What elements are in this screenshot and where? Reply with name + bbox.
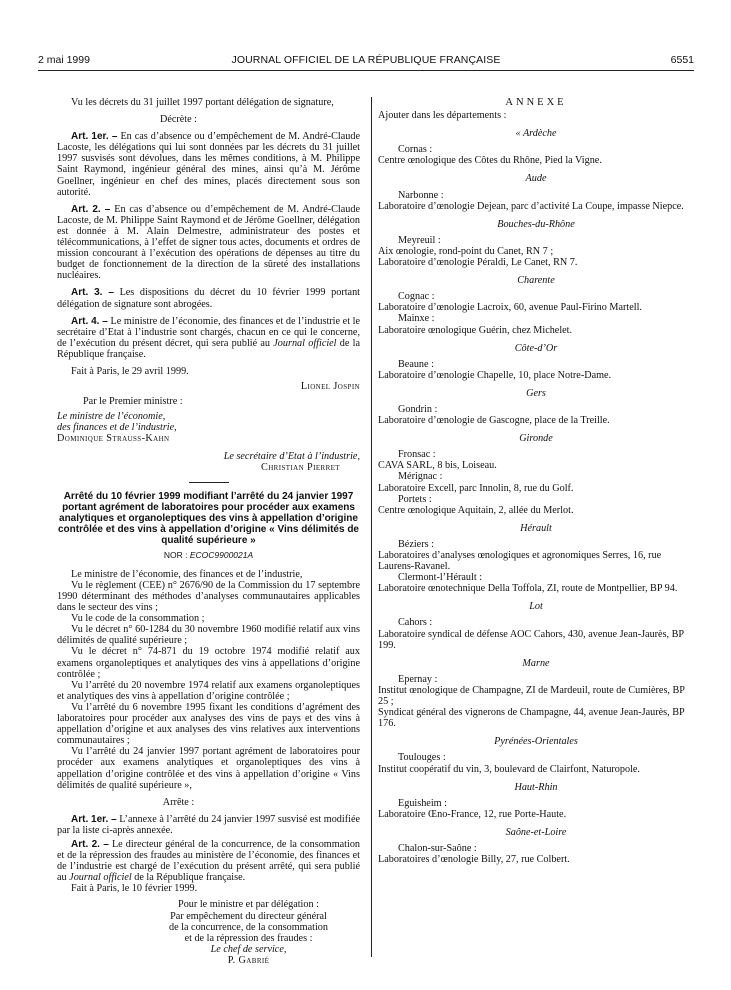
laboratory-entry: Laboratoires d’analyses œnologiques et agronomiques Serres, 16, rue Laurens-Ravanel.: [378, 550, 662, 573]
signature-jospin: Lionel Jospin: [300, 381, 360, 393]
article-3-label: Art. 3. –: [71, 287, 114, 299]
town-name: Cahors :: [398, 617, 433, 629]
delegation-line-1: Pour le ministre et par délégation :: [178, 899, 319, 911]
delegation-signature-block: [57, 899, 360, 966]
par-premier-ministre: Par le Premier ministre :: [83, 396, 183, 408]
department-heading: Marne: [522, 657, 550, 669]
town-name: Cornas :: [398, 144, 433, 156]
town-name: Toulouges :: [398, 752, 446, 764]
visa-2: Vu le règlement (CEE) n° 2676/90 de la Commission du 17 septembre 1990 déterminant des méthodes d’analyses communautaires applicables dans le secteur des vins ;: [57, 579, 360, 614]
arrete-article-1: [57, 814, 360, 836]
town-name: Narbonne :: [398, 189, 444, 201]
town-name: Gondrin :: [398, 403, 438, 415]
annexe-department-list: [378, 128, 694, 865]
laboratory-entry: Institut coopératif du vin, 3, boulevard de Clairfont, Naturopole.: [378, 763, 640, 775]
header-rule: [38, 70, 694, 71]
town-name: Cognac :: [398, 291, 435, 303]
arrete-article-2-text-b: de la République française.: [131, 872, 246, 884]
ajouter-intro: Ajouter dans les départements :: [378, 110, 507, 122]
laboratory-entry: Laboratoire d’œnologie Chapelle, 10, place Notre-Dame.: [378, 369, 612, 381]
laboratory-entry: Centre œnologique Aquitain, 2, allée du Merlot.: [378, 504, 574, 516]
article-4-label: Art. 4. –: [71, 315, 108, 327]
article-2-label: Art. 2. –: [71, 203, 111, 215]
town-name: Béziers :: [398, 538, 434, 550]
department-heading: Gironde: [519, 433, 553, 445]
article-3: [57, 287, 360, 309]
visa-8: Vu l’arrêté du 24 janvier 1997 portant agrément de laboratoires pour procéder aux examens analytiques et organoleptiques des vins à appellation d’origine contrôlée et des vins à appellation d’origine « Vins délimités de qualité supérieure »,: [57, 746, 360, 791]
annexe-heading: ANNEXE: [505, 97, 567, 108]
arrete-article-1-label: Art. 1er. –: [71, 813, 117, 825]
arrete-title: Arrêté du 10 février 1999 modifiant l’arrêté du 24 janvier 1997 portant agrément de laboratoires pour procéder aux examens analytiques et organoleptiques des vins à appellation d’origine contrôlée et des vins à appellation d’origine « Vins délimités de qualité supérieure »: [57, 490, 359, 546]
department-heading: Côte-d’Or: [514, 342, 558, 354]
article-4-text-b: de la République française.: [57, 337, 361, 360]
visa-3: Vu le code de la consommation ;: [71, 613, 205, 625]
department-heading: Saône-et-Loire: [505, 826, 567, 838]
article-2-text: En cas d’absence ou d’empêchement de M. André-Claude Lacoste, de M. Philippe Saint Raymond et de Jérôme Goellner, délégation est donnée à M. Alain Delmestre, administrateur des postes et télécommunications, à l’effet de signer tous actes, documents et ordres de mission concourant à l’exécution des opérations de dépenses au titre du budget de fonctionnement de la direction de la sûreté des installations nucléaires.: [57, 203, 360, 282]
laboratory-entry: Laboratoires d’œnologie Billy, 27, rue Colbert.: [378, 854, 570, 866]
delegation-line-4: et de la répression des fraudes :: [184, 932, 313, 944]
laboratory-entry: CAVA SARL, 8 bis, Loiseau.: [378, 460, 497, 472]
town-name: Mérignac :: [398, 471, 443, 483]
laboratory-entry: Laboratoire Œno-France, 12, rue Porte-Haute.: [378, 808, 567, 820]
department-heading: Hérault: [520, 522, 552, 534]
fait-a-paris-2: Fait à Paris, le 10 février 1999.: [71, 883, 198, 895]
laboratory-entry: Laboratoire œnotechnique Della Toffola, ZI, route de Montpellier, BP 94.: [378, 583, 678, 595]
article-4-text-a: Le ministre de l’économie, des finances et de l’industrie et le secrétaire d’Etat à l’industrie sont chargés, chacun en ce qui le concerne, de l’exécution du présent décret, qui sera publié au: [57, 315, 361, 349]
secretaire-name: Christian Pierret: [261, 461, 340, 473]
visa-5: Vu le décret n° 74-871 du 19 octobre 1974 modifié relatif aux examens organoleptiques et analytiques des vins à appellations d’origine contrôlée ;: [57, 646, 360, 680]
town-name: Fronsac :: [398, 449, 436, 461]
arrete-article-2-journal: Journal officiel: [69, 872, 132, 884]
arrete-article-2-label: Art. 2. –: [71, 838, 109, 850]
town-name: Chalon-sur-Saône :: [398, 842, 477, 854]
arrete-article-2-text-a: Le directeur général de la concurrence, de la consommation et de la répression des fraudes au ministère de l’économie, des finances et de l’industrie est chargé de l’exécution du présent arrêté, qui sera publié au: [57, 838, 361, 884]
signature-gabrie: P. Gabrié: [227, 954, 270, 966]
right-column: [378, 97, 694, 865]
secretaire-title: Le secrétaire d’Etat à l’industrie,: [223, 450, 360, 462]
page-header: [38, 54, 694, 68]
department-heading: Aude: [525, 173, 547, 185]
laboratory-entry: Centre œnologique des Côtes du Rhône, Pied la Vigne.: [378, 155, 602, 167]
nor-label: NOR :: [163, 549, 190, 560]
laboratory-entry: Laboratoire syndical de défense AOC Cahors, 430, avenue Jean-Jaurès, BP 199.: [378, 628, 684, 651]
town-name: Clermont-l’Hérault :: [398, 572, 483, 584]
laboratory-entry: Laboratoire d’œnologie Lacroix, 60, avenue Paul-Firino Martell.: [378, 302, 642, 314]
fait-a-paris-1: Fait à Paris, le 29 avril 1999.: [71, 365, 189, 377]
nor-reference: [57, 550, 360, 561]
nor-code: ECOC9900021A: [189, 549, 254, 560]
article-4-journal: Journal officiel: [273, 337, 337, 349]
arrete-heading: Arrête :: [162, 796, 195, 808]
town-name: Beaune :: [398, 358, 434, 370]
laboratory-entry: Aix œnologie, rond-point du Canet, RN 7 ;: [378, 245, 554, 257]
town-name: Portets :: [398, 493, 432, 505]
laboratory-entry: Laboratoire d’œnologie de Gascogne, place de la Treille.: [378, 415, 610, 427]
laboratory-entry: Laboratoire d’œnologie Péraldi, Le Canet, RN 7.: [378, 257, 578, 269]
article-1-label: Art. 1er. –: [71, 131, 118, 143]
town-name: Mainxe :: [398, 313, 435, 325]
laboratory-entry: Syndicat général des vignerons de Champagne, 44, avenue Jean-Jaurès, BP 176.: [378, 707, 685, 730]
header-date: 2 mai 1999: [38, 54, 90, 66]
ministre-name: Dominique Strauss-Kahn: [57, 433, 170, 445]
delegation-line-2: Par empêchement du directeur général: [170, 910, 327, 922]
left-column: [57, 97, 360, 966]
delegation-line-3: de la concurrence, de la consommation: [169, 921, 328, 933]
article-2: [57, 204, 360, 282]
journal-title: JOURNAL OFFICIEL DE LA RÉPUBLIQUE FRANÇAISE: [231, 54, 501, 66]
laboratory-entry: Laboratoire œnologique Guérin, chez Michelet.: [378, 324, 573, 336]
visa-6: Vu l’arrêté du 20 novembre 1974 relatif aux examens organoleptiques et analytiques des vins à appellation d’origine contrôlée ;: [57, 679, 360, 702]
department-heading: Bouches-du-Rhône: [497, 218, 575, 230]
ministre-line-2: des finances et de l’industrie,: [57, 422, 177, 434]
department-heading: Gers: [526, 387, 546, 399]
page-number: 6551: [670, 54, 694, 66]
decrete-heading: Décrète :: [159, 114, 198, 126]
article-3-text: Les dispositions du décret du 10 février 1999 portant délégation de signature sont abrogées.: [57, 287, 361, 310]
laboratory-entry: Laboratoire d’œnologie Dejean, parc d’activité La Coupe, impasse Niepce.: [378, 200, 684, 212]
ministre-line-1: Le ministre de l’économie,: [57, 411, 166, 423]
article-1: [57, 131, 360, 198]
article-1-text: En cas d’absence ou d’empêchement de M. André-Claude Lacoste, les délégations qui lui sont données par les décrets du 31 juillet 1997 susvisés sont dévolues, dans les mêmes conditions, à M. Philippe Saint Raymond, ingénieur général des mines, ainsi qu’à M. Jérôme Goellner, ingénieur en chef des mines, placés directement sous son autorité.: [57, 131, 360, 198]
town-name: Eguisheim :: [398, 797, 447, 809]
laboratory-entry: Laboratoire Excell, parc Innolin, 8, rue du Golf.: [378, 482, 574, 494]
department-heading: Haut-Rhin: [514, 781, 558, 793]
visa-1: Le ministre de l’économie, des finances et de l’industrie,: [71, 568, 303, 580]
intro-paragraph: Vu les décrets du 31 juillet 1997 portant délégation de signature,: [71, 97, 334, 108]
chef-de-service: Le chef de service,: [210, 943, 287, 955]
laboratory-entry: Institut œnologique de Champagne, ZI de Mardeuil, route de Cumières, BP 25 ;: [378, 684, 685, 708]
department-heading: Pyrénées-Orientales: [494, 736, 578, 748]
town-name: Meyreuil :: [398, 234, 441, 246]
arrete-article-2: [57, 839, 360, 883]
article-4: [57, 316, 360, 360]
arrete-article-1-text: L’annexe à l’arrêté du 24 janvier 1997 susvisé est modifiée par la liste ci-après annexée.: [57, 813, 360, 836]
department-heading: Charente: [517, 275, 555, 287]
town-name: Epernay :: [398, 673, 438, 685]
department-heading: Lot: [529, 601, 543, 613]
section-separator: [189, 482, 229, 483]
department-heading: « Ardèche: [515, 128, 557, 140]
visa-7: Vu l’arrêté du 6 novembre 1995 fixant les conditions d’agrément des laboratoires pour procéder aux analyses des vins de pays et des vins à appellation d’origine et aux analyses des vins relatives aux interventions communautaires ;: [57, 701, 360, 747]
column-divider: [371, 97, 372, 957]
visa-4: Vu le décret n° 60-1284 du 30 novembre 1960 modifié relatif aux vins délimités de qualité supérieure ;: [57, 624, 360, 647]
